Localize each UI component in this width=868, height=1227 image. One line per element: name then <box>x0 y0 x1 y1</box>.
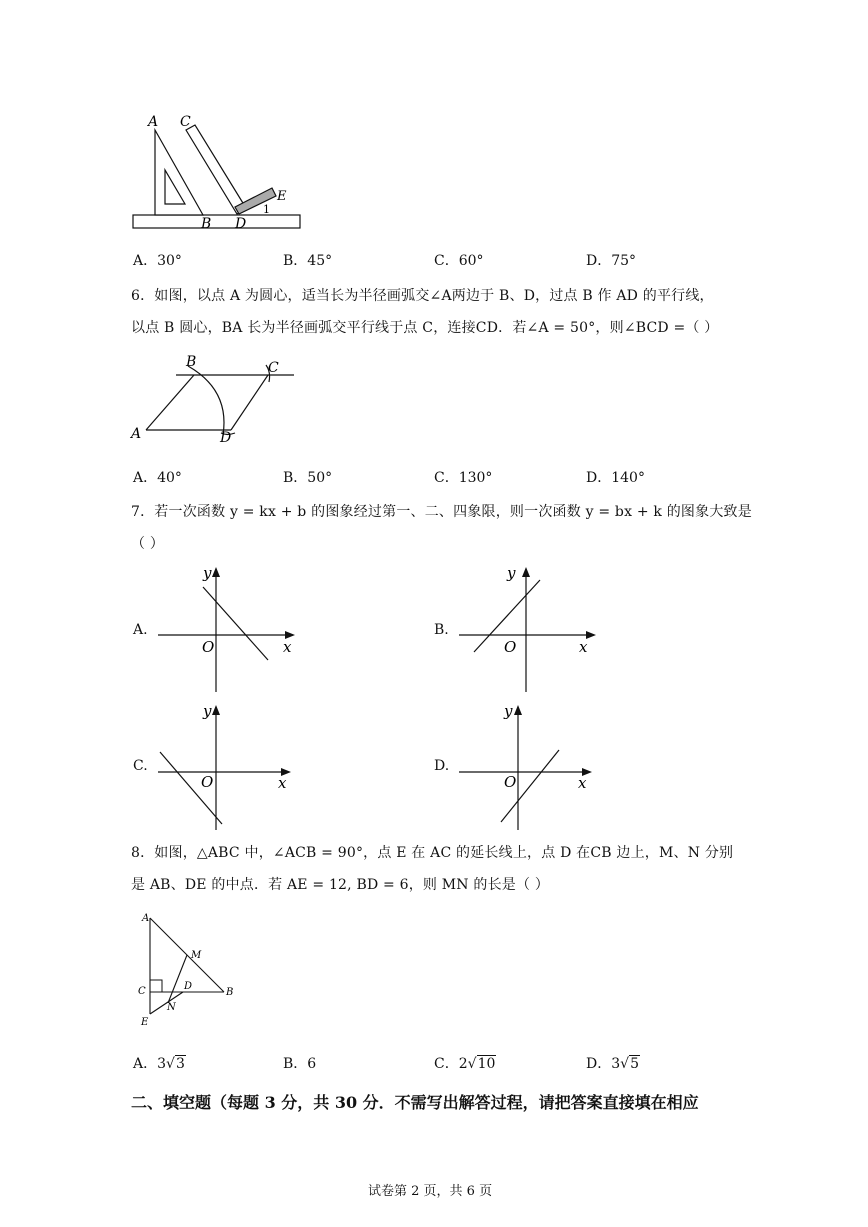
q6-stem-line2: 以点 B 圆心，BA 长为半径画弧交平行线于点 C，连接CD．若∠A = 50°，则∠BCD =（ ） <box>131 320 719 336</box>
fig8-label-b: B <box>226 987 234 998</box>
q7-graph-b <box>456 562 601 697</box>
q8-option-d-radical-sign: √ <box>620 1056 630 1072</box>
q8-option-a-radicand: 3 <box>175 1056 185 1072</box>
q8-stem-line1: 8．如图，△ABC 中，∠ACB = 90°，点 E 在 AC 的延长线上，点 D 在CB 边上，M、N 分别 <box>131 845 734 861</box>
fig5-label-a: A <box>148 114 159 130</box>
graph-b-origin-label: O <box>504 638 517 656</box>
graph-a-origin-label: O <box>202 638 215 656</box>
line-ab <box>146 375 194 430</box>
q8-option-c-coef: 2 <box>458 1056 468 1072</box>
fig5-label-d: D <box>235 216 247 232</box>
fig6-label-a: A <box>131 426 142 442</box>
graph-c-x-label: x <box>278 774 287 792</box>
q8-option-b <box>283 1053 316 1073</box>
q5-figure <box>125 108 310 233</box>
q8-option-c <box>434 1053 496 1073</box>
graph-a-x-label: x <box>283 638 292 656</box>
fig8-label-m: M <box>191 950 202 961</box>
q6-option-c: C．130° <box>434 470 493 486</box>
graph-c-origin-label: O <box>201 773 214 791</box>
page-footer: 试卷第 2 页，共 6 页 <box>368 1184 493 1199</box>
fig8-label-c: C <box>138 986 146 997</box>
fig8-label-d: D <box>184 981 193 992</box>
graph-b-y-label: y <box>507 564 516 582</box>
fig6-label-d: D <box>220 430 232 446</box>
q7-option-c-label: C. <box>133 758 148 774</box>
q8-option-a <box>133 1053 186 1073</box>
q5-option-b: B．45° <box>283 253 333 269</box>
q7-graph-d <box>456 700 601 835</box>
q6-figure <box>128 350 303 450</box>
graph-d-origin-label: O <box>504 773 517 791</box>
q8-option-d-radicand: 5 <box>630 1056 639 1072</box>
graph-a-y-label: y <box>203 564 212 582</box>
q8-option-d-coef: 3 <box>611 1056 621 1072</box>
q8-stem-line2: 是 AB、DE 的中点．若 AE = 12, BD = 6，则 MN 的长是（ ） <box>131 877 550 893</box>
fig5-label-b: B <box>201 216 212 232</box>
q6-option-b: B．50° <box>283 470 333 486</box>
section2-heading: 二、填空题（每题 3 分，共 30 分．不需写出解答过程，请把答案直接填在相应 <box>131 1093 699 1112</box>
graph-b-x-label: x <box>579 638 588 656</box>
fig8-label-n: N <box>167 1002 176 1013</box>
q8-option-c-radical-sign: √ <box>467 1056 477 1072</box>
q5-option-a: A．30° <box>133 253 182 269</box>
q5-option-c: C．60° <box>434 253 484 269</box>
q5-option-d: D．75° <box>586 253 637 269</box>
fig5-label-e: E <box>277 189 287 204</box>
q8-option-d-letter: D． <box>586 1056 612 1072</box>
fig8-label-a: A <box>142 913 150 924</box>
fig6-label-c: C <box>268 360 279 376</box>
q7-graph-c <box>155 700 300 835</box>
fig5-label-c: C <box>180 114 191 130</box>
q8-option-b-letter: B． <box>283 1056 308 1072</box>
fig5-label-1: 1 <box>263 203 270 216</box>
right-angle-mark <box>150 980 162 992</box>
fig8-label-e: E <box>141 1017 149 1028</box>
q8-option-a-letter: A． <box>133 1056 158 1072</box>
q8-figure <box>132 910 242 1032</box>
q6-option-d: D．140° <box>586 470 645 486</box>
q8-option-a-coef: 3 <box>157 1056 167 1072</box>
q6-option-a: A．40° <box>133 470 182 486</box>
q7-option-b-label: B. <box>434 622 449 638</box>
graph-d-x-label: x <box>578 774 587 792</box>
line-cd <box>231 375 268 430</box>
graph-c-y-label: y <box>203 702 212 720</box>
q7-option-d-label: D. <box>434 758 450 774</box>
ruler-base <box>133 215 300 228</box>
fig6-label-b: B <box>186 354 197 370</box>
q7-stem-line1: 7．若一次函数 y = kx + b 的图象经过第一、二、四象限，则一次函数 y = bx + k 的图象大致是 <box>131 504 752 520</box>
q7-stem-line2: （ ） <box>131 536 165 552</box>
q8-option-a-radical-sign: √ <box>166 1056 175 1072</box>
q6-stem-line1: 6．如图，以点 A 为圆心，适当长为半径画弧交∠A两边于 B、D，过点 B 作 AD 的平行线， <box>131 288 714 304</box>
q8-option-b-value: 6 <box>307 1056 317 1072</box>
q8-option-d <box>586 1053 640 1073</box>
q8-option-c-letter: C． <box>434 1056 459 1072</box>
q8-option-c-radicand: 10 <box>477 1056 496 1072</box>
graph-d-y-label: y <box>504 702 513 720</box>
q7-graph-a <box>155 562 300 697</box>
q7-option-a-label: A. <box>133 622 148 638</box>
